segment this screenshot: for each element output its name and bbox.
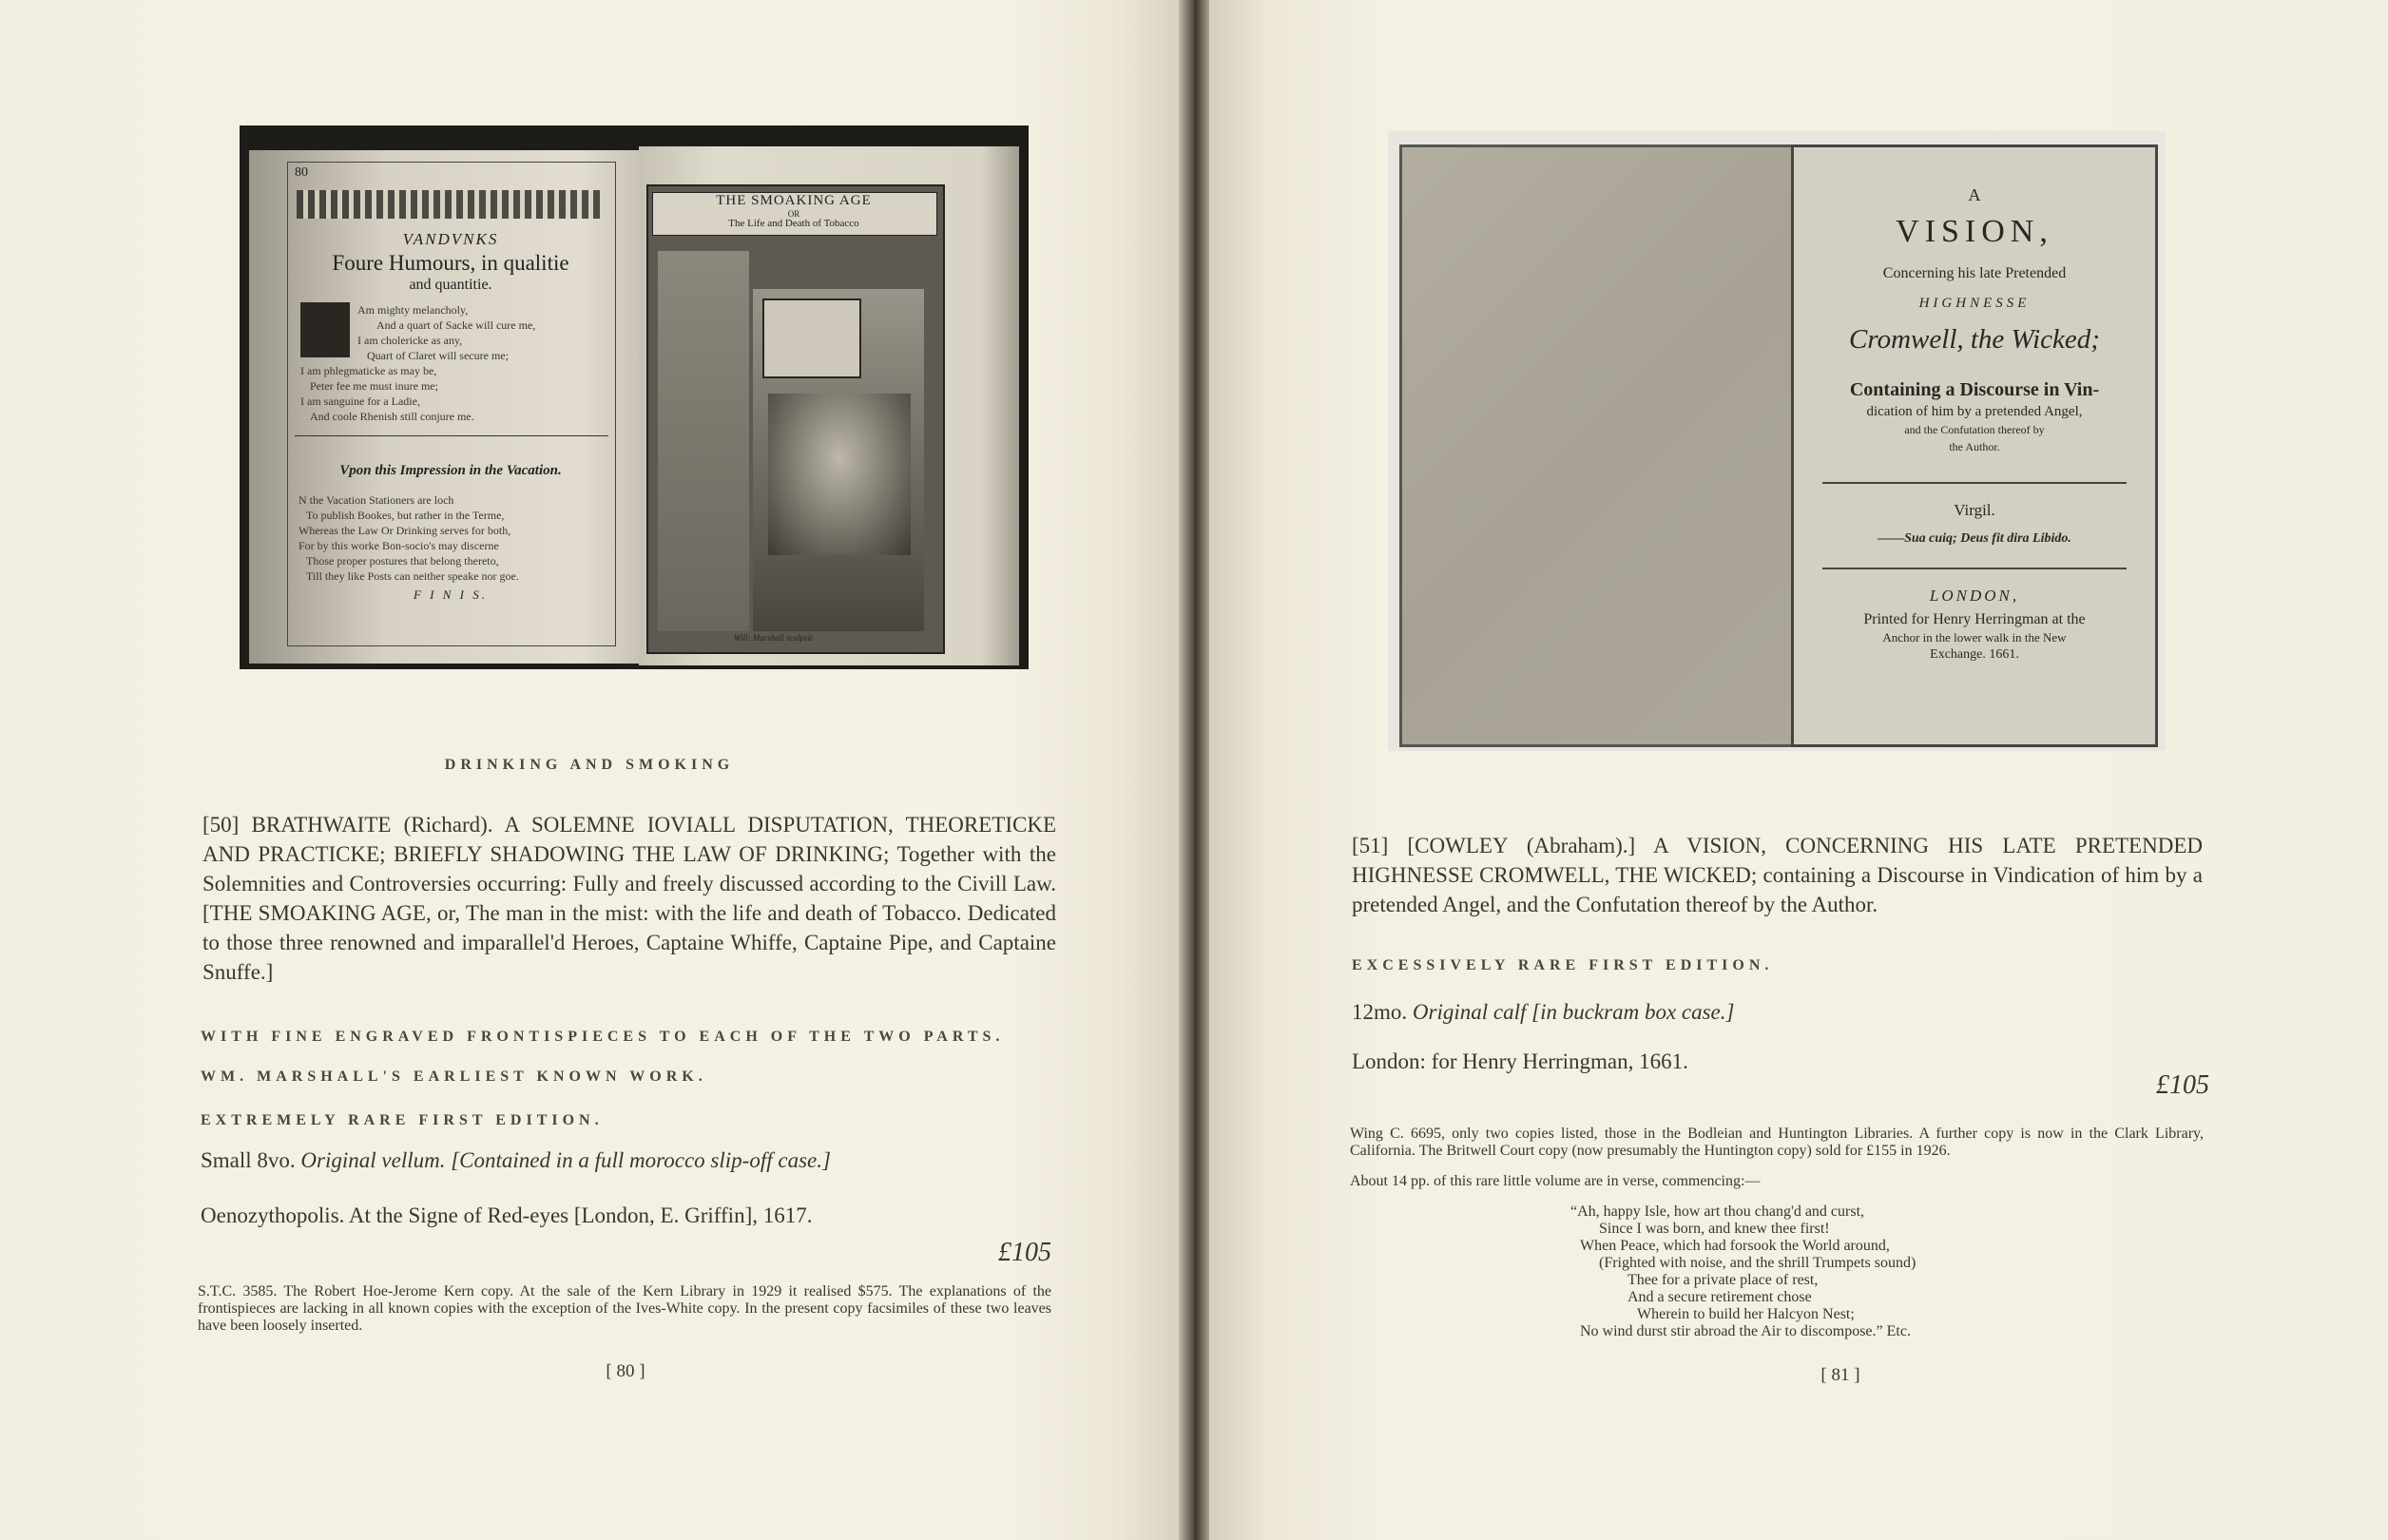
tp-containing: Containing a Discourse in Vin- [1849,379,2100,400]
verse-line: And a secure retirement chose [1627,1289,1812,1305]
tp-rule-1 [1822,482,2127,484]
photo-author: VANDVNKS [402,230,499,248]
format-50 [201,1148,831,1173]
frontis-pillar-left [658,251,749,631]
tp-a: A [1968,185,1981,204]
photo-poem-1 [300,302,614,424]
format-case: [Contained in a full morocco slip-off case.] [451,1148,831,1172]
footnote-51: Wing C. 6695, only two copies listed, those in the Bodleian and Huntington Libraries. A further copy is now in the Clark Library, California. The Britwell Court copy (now presumably the Huntington copy) sold for £155 in 1926. [1350,1126,2204,1159]
verse-line: Wherein to build her Halcyon Nest; [1637,1306,1855,1322]
photo-finis: F I N I S. [413,587,489,602]
tp-cromwell: Cromwell, the Wicked; [1849,324,2100,355]
entry-50: [50] BRATHWAITE (Richard). A SOLEMNE IOVIALL DISPUTATION, THEORETICKE AND PRACTICKE; BRIEFLY SHADOWING THE LAW OF DRINKING; Together with the Solemnities and Controversies occurring: Fully and freely discussed according to the Civill Law. [THE SMOAKING AGE, or, The man in the mist: with the life and death of Tobacco. Dedicated to those three renowned and imparallel'd Heroes, Captaine Whiffe, Captaine Pipe, and Captaine Snuffe.] [202,813,1056,984]
format-binding-51: Original calf [1412,1000,1527,1024]
photo-section-heading: Vpon this Impression in the Vacation. [339,463,562,478]
format-prefix-51: 12mo. [1352,1000,1413,1024]
about-verse: About 14 pp. of this rare little volume are in verse, commencing:— [1350,1173,1761,1189]
poem2-line: N the Vacation Stationers are loch [298,493,454,507]
poem1-line: Quart of Claret will secure me; [367,349,509,362]
book-cover [1399,144,1797,747]
page-number-80: [ 80 ] [606,1361,645,1381]
poem1-line: And a quart of Sacke will cure me, [376,318,536,332]
format-51 [1352,1000,1734,1025]
poem2-line: Till they like Posts can neither speake nor goe. [306,569,519,583]
frontis-engraver: Will: Marshall sculpsit [734,633,813,643]
photo-right-leaf [639,146,1019,665]
verse-line: Since I was born, and knew thee first! [1599,1221,1830,1237]
section-title: DRINKING AND SMOKING [444,757,735,773]
tp-author: the Author. [1949,440,2000,453]
poem2-line: Whereas the Law Or Drinking serves for both, [298,524,511,537]
right-page [1209,0,2388,1540]
verse-line: “Ah, happy Isle, how art thou chang'd and curst, [1570,1203,1865,1220]
tp-printed: Printed for Henry Herringman at the [1863,611,2086,627]
verse-line: (Frighted with noise, and the shrill Trumpets sound) [1599,1255,1916,1271]
imprint-51: London: for Henry Herringman, 1661. [1352,1049,1688,1073]
frontis-or: OR [787,209,800,219]
frontis-figures [768,394,911,555]
footnote-50: S.T.C. 3585. The Robert Hoe-Jerome Kern copy. At the sale of the Kern Library in 1929 it realised $575. The explanations of the frontispieces are lacking in all known copies with the exception of the Ives-White copy. In the present copy facsimiles of these two leaves have been loosely inserted. [198,1283,1051,1334]
plate-photo-cowley [1388,131,2166,751]
format-case-51: [in buckram box case.] [1531,1000,1735,1024]
tp-concerning: Concerning his late Pretended [1882,265,2067,281]
photo-subtitle: and quantitie. [409,277,492,293]
poem1-line: And coole Rhenish still conjure me. [310,410,474,423]
frontis-title: THE SMOAKING AGE [716,193,872,208]
frontis-window [762,298,861,378]
gutter [1179,0,1209,1540]
photo-title: Foure Humours, in qualitie [332,251,569,275]
tp-confutation: and the Confutation thereof by [1904,423,2045,436]
frontis-sub: The Life and Death of Tobacco [728,218,859,229]
note-frontispieces: WITH FINE ENGRAVED FRONTISPIECES TO EACH OF THE TWO PARTS. [201,1029,1005,1045]
note-marshall: WM. MARSHALL'S EARLIEST KNOWN WORK. [201,1068,707,1085]
tp-virgil: Virgil. [1954,501,1995,519]
tp-exchange: Exchange. 1661. [1930,647,2019,662]
rule [295,435,608,436]
verse-line: When Peace, which had forsook the World around, [1580,1238,1890,1254]
poem2-line: For by this worke Bon-socio's may discerne [298,539,499,552]
poem1-line: I am cholericke as any, [357,334,463,347]
photo-page-number: 80 [295,165,308,180]
tp-quote: ——Sua cuiq; Deus fit dira Libido. [1878,531,2071,546]
tp-vision: VISION, [1896,214,2053,249]
poem2-line: Those proper postures that belong thereto, [306,554,499,568]
tp-london: LONDON, [1929,587,2020,605]
ornament-band [297,190,605,219]
tp-rule-2 [1822,568,2127,569]
price-50: £105 [998,1238,1051,1267]
format-prefix: Small 8vo. [201,1148,301,1172]
tp-anchor: Anchor in the lower walk in the New [1882,630,2067,645]
poem2-line: To publish Bookes, but rather in the Terme, [306,509,505,522]
format-binding: Original vellum. [300,1148,446,1172]
entry-51: [51] [COWLEY (Abraham).] A VISION, CONCERNING HIS LATE PRETENDED HIGHNESSE CROMWELL, THE WICKED; containing a Discourse in Vindication of him by a pretended Angel, and the Confutation thereof by the Author. [1352,834,2203,916]
verse-line: No wind durst stir abroad the Air to discompose.” Etc. [1580,1323,1911,1339]
photo-poem-2 [298,492,612,584]
tp-dication: dication of him by a pretended Angel, [1866,404,2083,419]
poem1-line: Peter fee me must inure me; [310,379,438,393]
note-rare: EXTREMELY RARE FIRST EDITION. [201,1112,604,1128]
verse-line: Thee for a private place of rest, [1627,1272,1819,1288]
imprint-50: Oenozythopolis. At the Signe of Red-eyes [London, E. Griffin], 1617. [201,1203,813,1227]
poem1-line: Am mighty melancholy, [357,303,469,317]
title-page [1791,144,2158,747]
price-51: £105 [2156,1070,2209,1100]
left-page [0,0,1179,1540]
tp-highnesse: HIGHNESSE [1918,296,2031,311]
photo-left-leaf [249,150,639,664]
poem1-line: I am phlegmaticke as may be, [300,364,437,377]
poem1-line: I am sanguine for a Ladie, [300,395,420,408]
verse-quote [1570,1203,2046,1340]
plate-photo-brathwaite [240,125,1029,669]
note-excessively-rare: EXCESSIVELY RARE FIRST EDITION. [1352,957,1774,973]
page-number-81: [ 81 ] [1820,1365,1860,1385]
